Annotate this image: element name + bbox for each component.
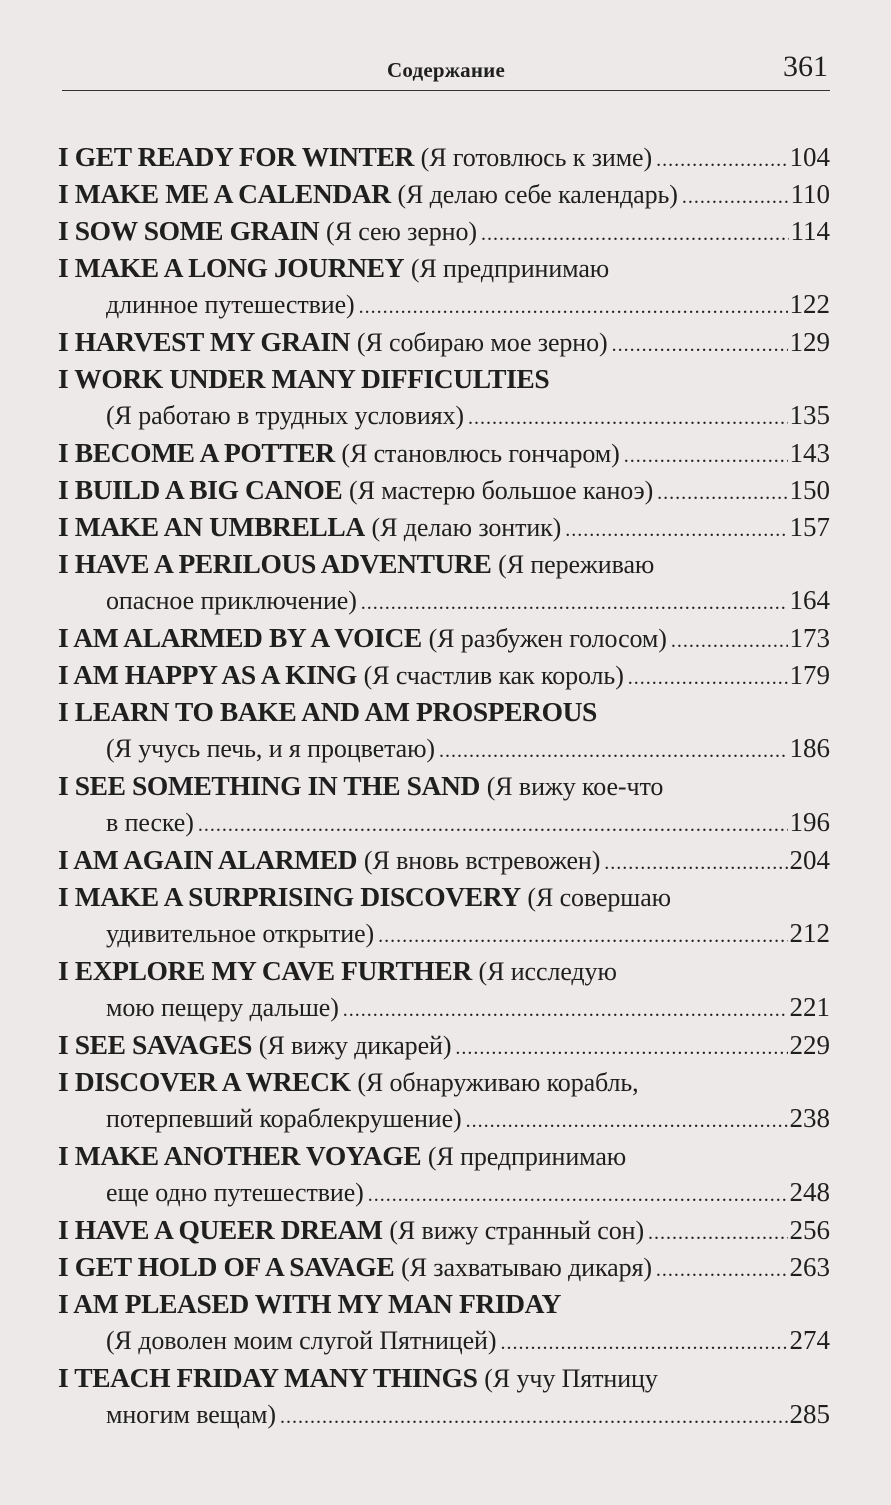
entry-translation: (Я мастерю большое каноэ) [349,476,654,505]
entry-translation-cont: еще одно путешествие) [106,1178,364,1207]
toc-entry-line [58,878,830,915]
entry-translation: (Я вижу кое-что [486,772,664,801]
toc-entry-line [58,656,830,693]
entry-translation-cont: удивительное открытие) [106,919,375,948]
entry-title: I SEE SOMETHING IN THE SAND [58,770,480,801]
entry-page: 186 [789,733,830,763]
toc-entry-continuation [58,804,830,841]
entry-title: I EXPLORE MY CAVE FURTHER [58,955,472,986]
entry-title: I HAVE A PERILOUS ADVENTURE [58,548,492,579]
entry-page: 229 [789,1030,830,1060]
entry-translation: (Я делаю себе календарь) [397,180,678,209]
entry-page: 143 [789,438,830,468]
toc-entry-line [58,1248,830,1285]
entry-title: I MAKE ANOTHER VOYAGE [58,1140,422,1171]
toc-entry-continuation [58,397,830,434]
toc-entry-line [58,1359,830,1396]
entry-translation: (Я вижу странный сон) [389,1216,644,1245]
leader-dots [280,1399,788,1436]
leader-dots [466,1103,788,1140]
toc-entry-line [58,693,830,730]
entry-title: I BECOME A POTTER [58,437,335,468]
entry-page: 238 [789,1103,830,1133]
entry-page: 110 [790,179,830,209]
entry-page: 285 [789,1399,830,1429]
page-number: 361 [783,50,828,83]
leader-dots [656,142,787,179]
entry-page: 179 [789,660,830,690]
entry-page: 263 [789,1252,830,1282]
leader-dots [682,179,789,216]
toc-entry-line [58,471,830,508]
entry-translation-cont: (Я работаю в трудных условиях) [106,401,464,430]
entry-title: I MAKE ME A CALENDAR [58,178,391,209]
toc-entry-continuation [58,582,830,619]
entry-translation: (Я вновь встревожен) [363,846,601,875]
entry-page: 122 [789,289,830,319]
toc-entry-line [58,545,830,582]
leader-dots [378,918,787,955]
entry-page: 150 [789,475,830,505]
entry-page: 104 [789,142,830,172]
toc-entry-line [58,508,830,545]
entry-title: I HARVEST MY GRAIN [58,326,351,357]
leader-dots [455,1030,787,1067]
leader-dots [628,660,788,697]
entry-translation: (Я захватываю дикаря) [401,1253,652,1282]
entry-translation: (Я вижу дикарей) [258,1031,452,1060]
toc-entry-continuation [58,730,830,767]
toc-entry-continuation [58,989,830,1026]
entry-page: 256 [789,1215,830,1245]
entry-page: 274 [789,1325,830,1355]
entry-page: 135 [789,400,830,430]
toc-entry-line [58,952,830,989]
entry-page: 157 [789,512,830,542]
leader-dots [468,400,788,437]
toc-entry-line [58,1285,830,1322]
entry-title: I AM HAPPY AS A KING [58,659,357,690]
toc-entry-continuation [58,915,830,952]
leader-dots [656,1252,788,1289]
entry-translation: (Я исследую [478,957,617,986]
entry-translation: (Я собираю мое зерно) [356,328,608,357]
toc-entry-continuation [58,286,830,323]
entry-title: I SEE SAVAGES [58,1029,253,1060]
entry-page: 114 [790,216,830,246]
entry-title: I WORK UNDER MANY DIFFICULTIES [58,363,550,394]
toc-entry-line [58,619,830,656]
entry-page: 221 [789,992,830,1022]
toc-entry-line [58,360,830,397]
entry-translation-cont: (Я учусь печь, и я процветаю) [106,734,435,763]
entry-title: I AM AGAIN ALARMED [58,844,358,875]
toc-entry-line [58,841,830,878]
entry-translation: (Я становлюсь гончаром) [341,439,620,468]
entry-translation-cont: многим вещам) [106,1400,276,1429]
entry-translation: (Я учу Пятницу [484,1364,658,1393]
leader-dots [565,512,787,549]
entry-page: 164 [789,585,830,615]
leader-dots [368,1177,788,1214]
toc-entry-line [58,1211,830,1248]
toc-entry-line [58,434,830,471]
entry-title: I TEACH FRIDAY MANY THINGS [58,1362,478,1393]
toc-entry-line [58,138,830,175]
leader-dots [361,585,788,622]
entry-translation-cont: мою пещеру дальше) [106,993,339,1022]
entry-translation: (Я обнаруживаю корабль, [357,1068,639,1097]
leader-dots [343,992,788,1029]
entry-translation: (Я предпринимаю [410,254,610,283]
entry-translation: (Я сею зерно) [326,217,477,246]
leader-dots [481,216,789,253]
toc-entry-line [58,249,830,286]
header-title: Содержание [387,58,505,82]
toc-entry-line [58,1063,830,1100]
toc-entry-line [58,767,830,804]
entry-title: I MAKE A LONG JOURNEY [58,252,405,283]
toc-entry-line [58,175,830,212]
entry-page: 248 [789,1177,830,1207]
entry-title: I SOW SOME GRAIN [58,215,320,246]
entry-title: I HAVE A QUEER DREAM [58,1214,383,1245]
toc-entry-line [58,323,830,360]
leader-dots [500,1325,787,1362]
entry-title: I MAKE AN UMBRELLA [58,511,365,542]
entry-translation-cont: (Я доволен моим слугой Пятницей) [106,1326,497,1355]
entry-page: 173 [789,623,830,653]
entry-title: I GET HOLD OF A SAVAGE [58,1251,395,1282]
table-of-contents [58,138,830,1433]
leader-dots [657,475,787,512]
entry-translation: (Я предпринимаю [427,1142,627,1171]
toc-entry-continuation [58,1100,830,1137]
toc-entry-continuation [58,1322,830,1359]
toc-entry-continuation [58,1396,830,1433]
entry-title: I DISCOVER A WRECK [58,1066,351,1097]
toc-entry-line [58,1137,830,1174]
entry-page: 204 [789,845,830,875]
entry-translation: (Я готовлюсь к зиме) [420,143,653,172]
entry-translation-cont: опасное приключение) [106,586,357,615]
entry-translation-cont: длинное путешествие) [106,290,355,319]
leader-dots [624,438,788,475]
toc-entry-continuation [58,1174,830,1211]
entry-title: I MAKE A SURPRISING DISCOVERY [58,881,521,912]
entry-translation-cont: в песке) [106,808,194,837]
toc-entry-line [58,212,830,249]
entry-translation: (Я переживаю [498,550,655,579]
entry-title: I AM ALARMED BY A VOICE [58,622,422,653]
entry-page: 196 [789,807,830,837]
leader-dots [439,733,788,770]
toc-entry-line [58,1026,830,1063]
leader-dots [604,845,787,882]
leader-dots [198,807,788,844]
running-header [62,48,830,91]
entry-page: 129 [789,327,830,357]
leader-dots [612,327,788,364]
entry-title: I BUILD A BIG CANOE [58,474,343,505]
entry-page: 212 [789,918,830,948]
entry-title: I GET READY FOR WINTER [58,141,414,172]
entry-translation-cont: потерпевший кораблекрушение) [106,1104,462,1133]
entry-translation: (Я делаю зонтик) [371,513,562,542]
entry-translation: (Я совершаю [527,883,671,912]
entry-translation: (Я разбужен голосом) [428,624,667,653]
leader-dots [359,289,788,326]
entry-translation: (Я счастлив как король) [363,661,624,690]
leader-dots [671,623,788,660]
leader-dots [648,1215,788,1252]
entry-title: I AM PLEASED WITH MY MAN FRIDAY [58,1288,562,1319]
entry-title: I LEARN TO BAKE AND AM PROSPEROUS [58,696,597,727]
